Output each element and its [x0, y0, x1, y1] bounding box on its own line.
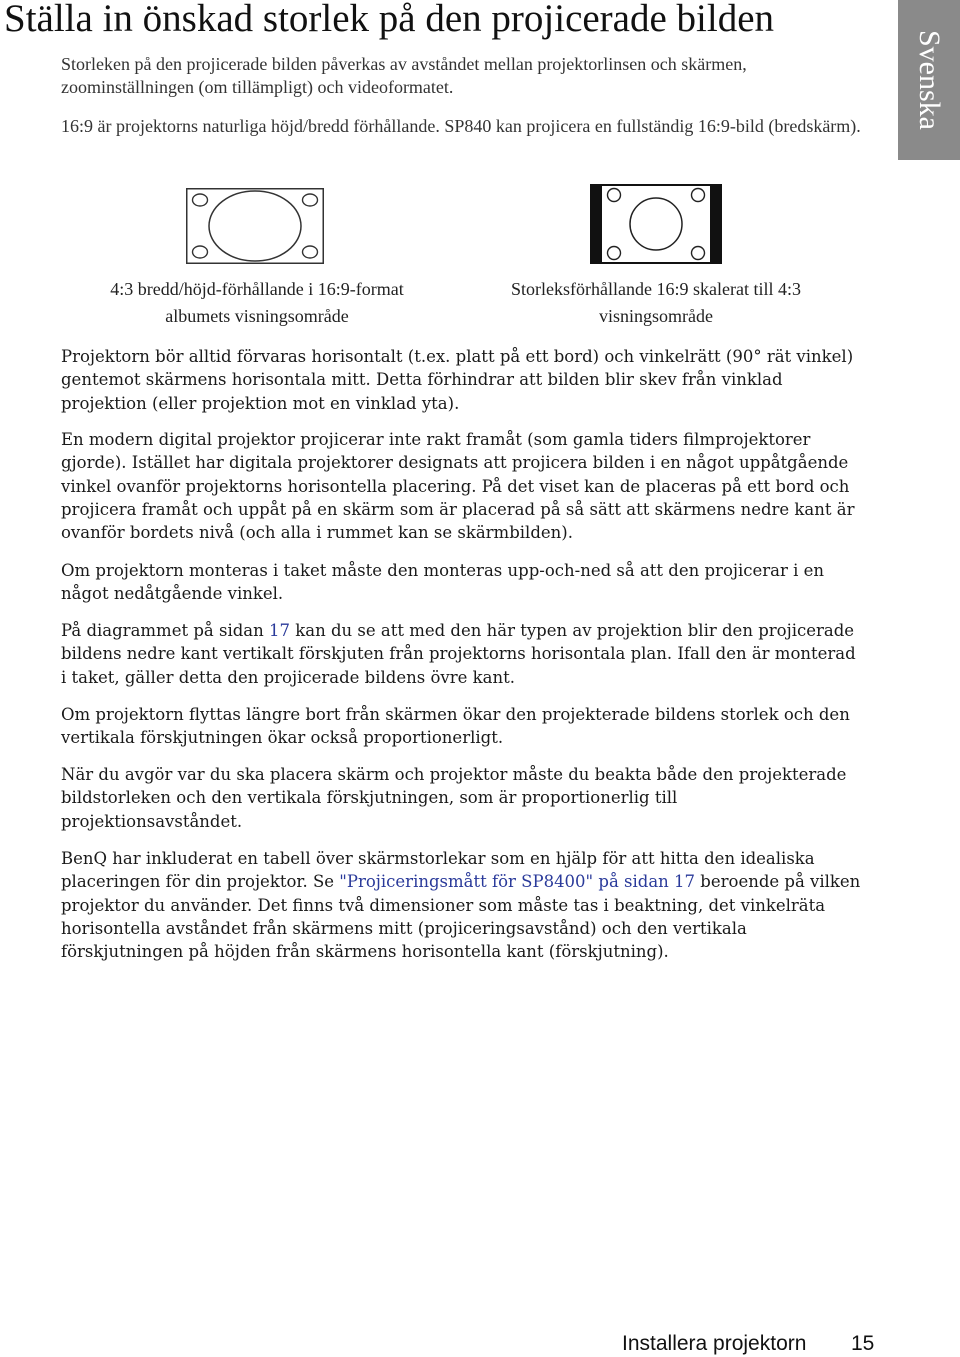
diagram-text-after: kan du se att med den här typen av projektion blir den projicerade bildens nedre kant vertikalt förskjuten från projektorns horisontala plan. Ifall den är monterad i taket, gäller detta den projicerade bildens övre kant.	[61, 621, 856, 687]
intro-paragraph-1: Storleken på den projicerade bilden påverkas av avståndet mellan projektorlinsen och skärmen, zoominställningen (om tillämpligt) och videoformatet.	[61, 54, 747, 97]
diagram-text-before: På diagrammet på sidan	[61, 621, 269, 640]
caption-line: albumets visningsområde	[165, 306, 349, 326]
benq-text-before: BenQ har inkluderat en tabell över skärmstorlekar som en hjälp för att hitta den idealiska placeringen för din projektor. Se	[61, 849, 815, 892]
footer-section-label: Installera projektorn	[622, 1332, 807, 1355]
body-paragraph-benq	[61, 847, 861, 963]
page-number: 15	[851, 1332, 875, 1355]
benq-text-after: beroende på vilken projektor du använder. Det finns två dimensioner som måste tas i beaktning, det vinkelräta horisontella avståndet från skärmens mitt (projiceringsavstånd) och den vertikala förskjutningen på höjden från skärmens horisontella kant (förskjutning).	[61, 872, 861, 962]
aspect-4-3-in-16-9-icon	[186, 188, 324, 264]
body-paragraph-digital-projector: En modern digital projektor projicerar inte rakt framåt (som gamla tiders filmprojektorer gjorde). Istället har digitala projektorer designats att projicera bilden i en något uppåtgående vinkel ovanför projektorns horisontella placering. På det viset kan de placeras på ett bord och projicera framåt och uppåt på en skärm som är placerad på så sätt att skärmens nedre kant är ovanför bordets nivå (och alla i rummet kan se skärmbilden).	[61, 430, 855, 543]
page-17-link[interactable]: 17	[269, 621, 290, 640]
body-paragraph-placement: När du avgör var du ska placera skärm och projektor måste du beakta både den projekterade bildstorleken och den vertikala förskjutningen, som är proportionerlig till projektionsavståndet.	[61, 765, 847, 831]
figure-caption-4-3	[66, 276, 448, 330]
body-paragraph-distance: Om projektorn flyttas längre bort från skärmen ökar den projekterade bildens storlek och den vertikala förskjutningen ökar också proportionerligt.	[61, 705, 850, 748]
page-title: Ställa in önskad storlek på den projicerade bilden	[4, 0, 775, 40]
body-paragraph-horizontal: Projektorn bör alltid förvaras horisontalt (t.ex. platt på ett bord) och vinkelrätt (90° rät vinkel) gentemot skärmens horisontala mitt. Detta förhindrar att bilden blir skev från vinklad projektion (eller projektion mot en vinklad yta).	[61, 347, 854, 413]
projection-dimensions-link[interactable]: "Projiceringsmått för SP8400" på sidan 17	[339, 872, 696, 892]
body-paragraph-diagram	[61, 619, 861, 689]
language-tab	[898, 0, 960, 160]
caption-line: visningsområde	[599, 306, 713, 326]
caption-line: Storleksförhållande 16:9 skalerat till 4:3	[511, 279, 801, 299]
aspect-16-9-scaled-to-4-3-icon	[590, 184, 722, 264]
intro-paragraph-2: 16:9 är projektorns naturliga höjd/bredd förhållande. SP840 kan projicera en fullständig 16:9-bild (bredskärm).	[61, 116, 861, 136]
language-tab-label: Svenska	[913, 30, 946, 130]
figure-caption-16-9	[470, 276, 842, 330]
caption-line: 4:3 bredd/höjd-förhållande i 16:9-format	[110, 279, 404, 299]
body-paragraph-ceiling-mount: Om projektorn monteras i taket måste den monteras upp-och-ned så att den projicerar i en något nedåtgående vinkel.	[61, 561, 825, 604]
